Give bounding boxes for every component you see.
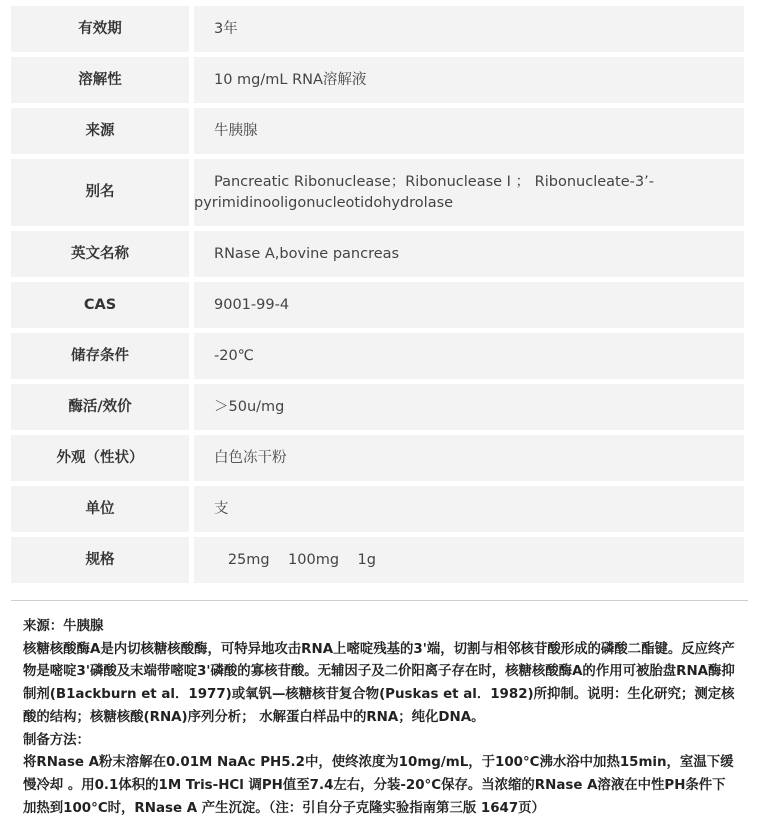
spec-value: 牛胰腺: [194, 108, 744, 154]
spec-table: [11, 6, 744, 588]
spec-label: 有效期: [11, 6, 189, 52]
spec-row-english-name: [11, 231, 744, 277]
spec-row-source: [11, 108, 744, 154]
spec-value: 10 mg/mL RNA溶解液: [194, 57, 744, 103]
notes-prep-text: 将RNase A粉末溶解在0.01M NaAc PH5.2中，使终浓度为10mg/mL，于100°C沸水浴中加热15min，室温下缓慢冷却 。用0.1体积的1M Tris-HCl 调PH值至7.4左右，分装-20°C保存。当浓缩的RNase A溶液在中性PH条件下加热到100°C时，RNase A 产生沉淀。（注：引自分子克隆实验指南第三版 1647页）: [23, 755, 734, 816]
spec-label: 外观（性状）: [11, 435, 189, 481]
alias-line-1: Pancreatic Ribonuclease；Ribonuclease I ； Ribonucleate-3’-: [214, 174, 654, 190]
spec-value: 支: [194, 486, 744, 532]
notes-description: 核糖核酸酶A是内切核糖核酸酶，可特异地攻击RNA上嘧啶残基的3'端，切割与相邻核苷酸形成的磷酸二酯键。反应终产物是嘧啶3'磷酸及末端带嘧啶3'磷酸的寡核苷酸。无辅因子及二价阳离子存在时，核糖核酸酶A的作用可被胎盘RNA酶抑制剂(B1ackburn et al．1977)或氧钒—核糖核苷复合物(Puskas et al．1982)所抑制。说明：生化研究；测定核酸的结构；核糖核酸(RNA)序列分析； 水解蛋白样品中的RNA；纯化DNA。: [23, 641, 735, 725]
alias-line-2: pyrimidinooligonucleotidohydrolase: [194, 195, 454, 211]
spec-row-activity: [11, 384, 744, 430]
spec-row-alias: [11, 159, 744, 226]
spec-label: 酶活/效价: [11, 384, 189, 430]
spec-row-cas: [11, 282, 744, 328]
spec-value: 25mg 100mg 1g: [194, 537, 744, 583]
spec-label: 别名: [11, 159, 189, 226]
spec-row-solubility: [11, 57, 744, 103]
spec-label: 来源: [11, 108, 189, 154]
spec-label: 储存条件: [11, 333, 189, 379]
spec-value: [194, 159, 744, 226]
spec-row-storage: [11, 333, 744, 379]
spec-value: RNase A,bovine pancreas: [194, 231, 744, 277]
spec-row-appearance: [11, 435, 744, 481]
spec-value: -20℃: [194, 333, 744, 379]
product-notes: [23, 616, 735, 820]
spec-label: 英文名称: [11, 231, 189, 277]
spec-label: CAS: [11, 282, 189, 328]
spec-row-unit: [11, 486, 744, 532]
spec-value: 白色冻干粉: [194, 435, 744, 481]
notes-prep-title: 制备方法：: [23, 732, 90, 748]
spec-label: 溶解性: [11, 57, 189, 103]
spec-value: 9001-99-4: [194, 282, 744, 328]
spec-value: ＞50u/mg: [194, 384, 744, 430]
spec-label: 规格: [11, 537, 189, 583]
section-divider: [11, 600, 748, 601]
spec-row-size: [11, 537, 744, 583]
spec-value: 3年: [194, 6, 744, 52]
notes-source: 来源：牛胰腺: [23, 619, 104, 634]
spec-row-shelf-life: [11, 6, 744, 52]
spec-label: 单位: [11, 486, 189, 532]
